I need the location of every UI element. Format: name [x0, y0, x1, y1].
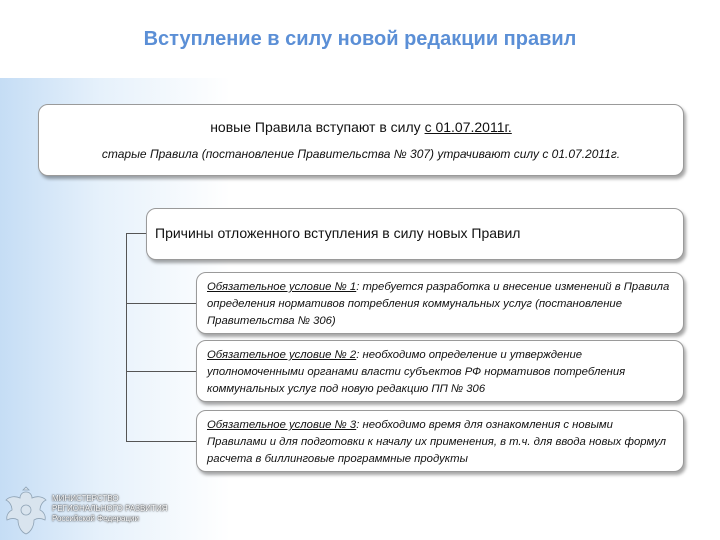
condition-2-text: : необходимо определение и утверждение уполномоченными органами власти субъектов РФ нормативов потребления коммунальных услуг под новую редакцию ПП № 306: [207, 349, 626, 395]
condition-box-2: [196, 340, 684, 402]
eagle-emblem-icon: [2, 486, 50, 538]
reasons-label: Причины отложенного вступления в силу новых Правил: [155, 225, 521, 241]
effective-date-box: [38, 104, 684, 176]
reasons-box: [146, 208, 684, 260]
ministry-logo-text: [52, 494, 167, 524]
old-rules-line: старые Правила (постановление Правительства № 307) утрачивают силу с 01.07.2011г.: [101, 147, 621, 161]
logo-line-1: МИНИСТЕРСТВО: [52, 494, 119, 503]
slide-title: Вступление в силу новой редакции правил: [143, 28, 577, 50]
condition-3-text: : необходимо время для ознакомления с новыми Правилами и для подготовки к началу их применения, в т.ч. для ввода новых формул расчета в биллинговые программные продукты: [207, 419, 666, 465]
condition-2-label: Обязательное условие № 2: [207, 349, 357, 361]
logo-line-3: Российской Федерации: [52, 514, 139, 523]
connector-reasons: [126, 233, 146, 234]
condition-1-text: : требуется разработка и внесение изменений в Правила определения нормативов потребления коммунальных услуг (постановление Правительства № 306): [207, 281, 670, 327]
new-rules-text: новые Правила вступают в силу: [210, 119, 425, 135]
logo-line-2: РЕГИОНАЛЬНОГО РАЗВИТИЯ: [52, 504, 168, 513]
connector-condition-1: [126, 303, 196, 304]
condition-box-1: [196, 272, 684, 334]
connector-condition-3: [126, 441, 196, 442]
connector-condition-2: [126, 371, 196, 372]
condition-box-3: [196, 410, 684, 472]
condition-1-label: Обязательное условие № 1: [207, 281, 357, 293]
connector-vertical: [126, 233, 127, 442]
new-rules-line: [39, 119, 683, 135]
new-rules-date: с 01.07.2011г.: [424, 119, 512, 135]
condition-3-label: Обязательное условие № 3: [207, 419, 357, 431]
